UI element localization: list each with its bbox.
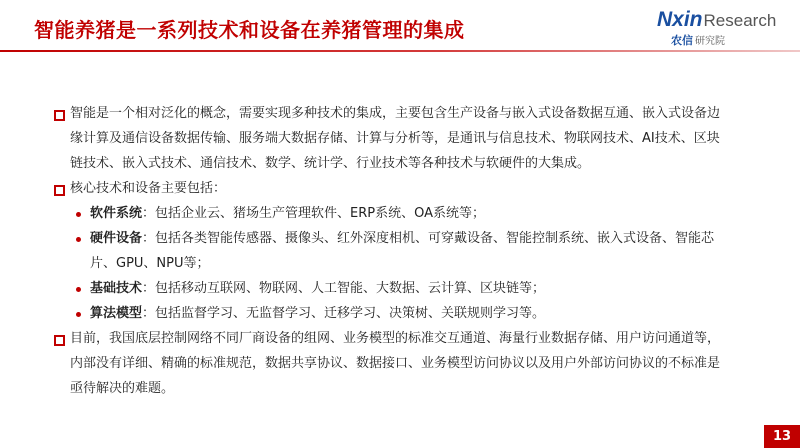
logo-cn-sub: 研究院 bbox=[695, 36, 725, 47]
dot-bullet-icon bbox=[76, 237, 81, 242]
paragraph-2-line-1: 核心技术和设备主要包括： bbox=[70, 181, 227, 196]
dot-bullet-icon bbox=[76, 312, 81, 317]
logo-research-text: Research bbox=[703, 11, 777, 30]
logo-brand-text: Nxin bbox=[657, 8, 703, 31]
sub-item-hardware bbox=[90, 229, 714, 249]
logo-cn-brand: 农信 bbox=[671, 34, 693, 47]
sub-item-hardware-line-2: 片、GPU、NPU等； bbox=[90, 256, 210, 271]
slide-title: 智能养猪是一系列技术和设备在养猪管理的集成 bbox=[34, 18, 465, 42]
square-bullet-icon bbox=[54, 110, 65, 121]
sub-item-basic-tech-text: ：包括移动互联网、物联网、人工智能、大数据、云计算、区块链等； bbox=[142, 281, 546, 296]
paragraph-3-line-3: 亟待解决的难题。 bbox=[70, 381, 175, 396]
sub-item-software bbox=[90, 204, 485, 224]
sub-item-hardware-label: 硬件设备 bbox=[90, 231, 143, 246]
sub-item-algorithm-label: 算法模型 bbox=[90, 306, 143, 321]
square-bullet-icon bbox=[54, 185, 65, 196]
header-divider bbox=[0, 50, 800, 52]
nxin-research-logo bbox=[657, 8, 789, 48]
paragraph-1-line-3: 链技术、嵌入式技术、通信技术、数学、统计学、行业技术等各种技术与软硬件的大集成。 bbox=[70, 156, 591, 171]
sub-item-basic-tech-label: 基础技术 bbox=[90, 281, 143, 296]
sub-item-basic-tech bbox=[90, 279, 545, 299]
paragraph-3-line-2: 内部没有详细、精确的标准规范，数据共享协议、数据接口、业务模型访问协议以及用户外部访问协议的不标准是 bbox=[70, 356, 721, 371]
sub-item-hardware-text: ：包括各类智能传感器、摄像头、红外深度相机、可穿戴设备、智能控制系统、嵌入式设备、智能芯 bbox=[142, 231, 715, 246]
sub-item-software-label: 软件系统 bbox=[90, 206, 143, 221]
sub-item-algorithm-text: ：包括监督学习、无监督学习、迁移学习、决策树、关联规则学习等。 bbox=[142, 306, 546, 321]
square-bullet-icon bbox=[54, 335, 65, 346]
dot-bullet-icon bbox=[76, 287, 81, 292]
dot-bullet-icon bbox=[76, 212, 81, 217]
sub-item-algorithm bbox=[90, 304, 545, 324]
page-number: 13 bbox=[764, 425, 800, 448]
sub-item-software-text: ：包括企业云、猪场生产管理软件、ERP系统、OA系统等； bbox=[142, 206, 485, 221]
paragraph-3-line-1: 目前，我国底层控制网络不同厂商设备的组网、业务模型的标准交互通道、海量行业数据存储、用户访问通道等， bbox=[70, 331, 721, 346]
paragraph-1-line-2: 缘计算及通信设备数据传输、服务端大数据存储、计算与分析等，是通讯与信息技术、物联网技术、AI技术、区块 bbox=[70, 131, 720, 146]
paragraph-1-line-1: 智能是一个相对泛化的概念，需要实现多种技术的集成，主要包含生产设备与嵌入式设备数据互通、嵌入式设备边 bbox=[70, 106, 721, 121]
